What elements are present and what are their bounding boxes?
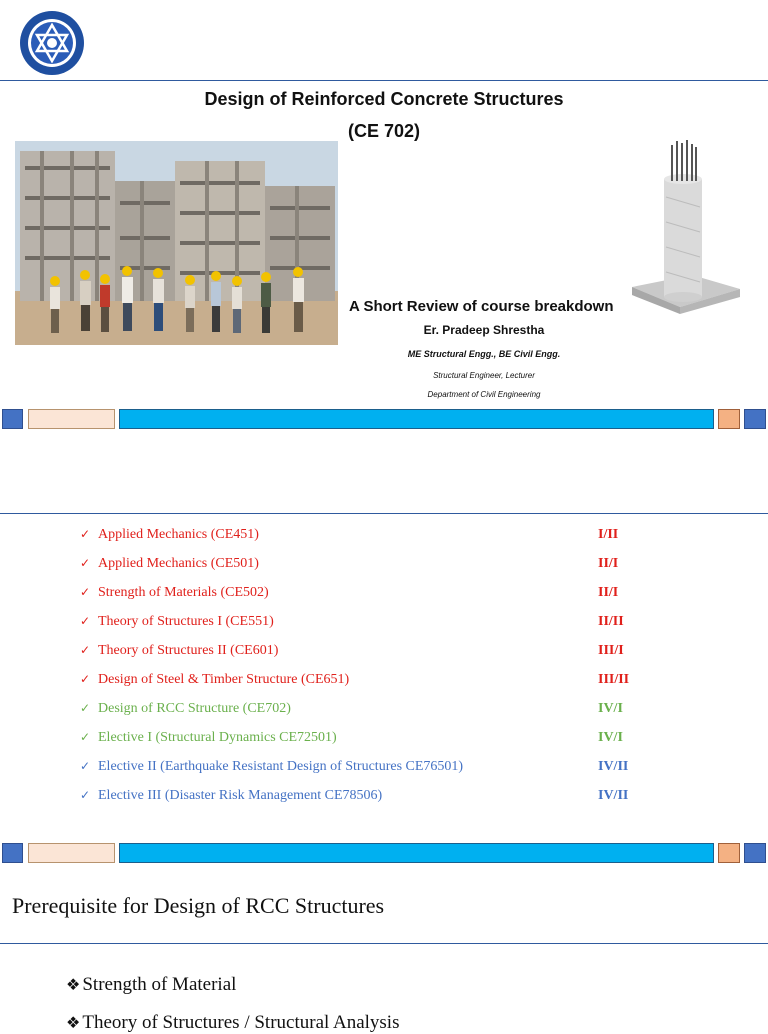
diamond-bullet-icon: ❖ bbox=[66, 975, 81, 994]
checkmark-icon: ✓ bbox=[80, 585, 91, 599]
course-name: Elective III (Disaster Risk Management CE78506) bbox=[98, 788, 383, 803]
course-row bbox=[80, 585, 740, 605]
slide-divider-bar bbox=[0, 841, 768, 865]
course-row bbox=[80, 556, 740, 576]
prerequisite-item: ❖ Strength of Material bbox=[66, 974, 237, 995]
course-name: Design of Steel & Timber Structure (CE651) bbox=[98, 672, 350, 687]
course-semester: IV/II bbox=[598, 759, 629, 774]
review-title: A Short Review of course breakdown bbox=[349, 298, 614, 315]
course-semester: IV/I bbox=[598, 701, 623, 716]
course-semester: III/II bbox=[598, 672, 630, 687]
divider-block bbox=[2, 409, 23, 429]
course-title: Design of Reinforced Concrete Structures bbox=[204, 89, 564, 109]
slide-rule bbox=[0, 513, 768, 514]
course-semester: II/II bbox=[598, 614, 624, 629]
checkmark-icon: ✓ bbox=[80, 730, 91, 744]
checkmark-icon: ✓ bbox=[80, 556, 91, 570]
course-code: (CE 702) bbox=[347, 121, 421, 141]
college-logo bbox=[19, 10, 85, 76]
slide-rule bbox=[0, 943, 768, 944]
checkmark-icon: ✓ bbox=[80, 759, 91, 773]
course-semester: II/I bbox=[598, 585, 619, 600]
course-name: Strength of Materials (CE502) bbox=[98, 585, 269, 600]
course-semester: III/I bbox=[598, 643, 624, 658]
course-name: Applied Mechanics (CE451) bbox=[98, 527, 259, 542]
course-row bbox=[80, 701, 740, 721]
course-name: Elective I (Structural Dynamics CE72501) bbox=[98, 730, 337, 745]
checkmark-icon: ✓ bbox=[80, 527, 91, 541]
course-semester: IV/II bbox=[598, 788, 629, 803]
divider-block bbox=[744, 409, 766, 429]
author-name: Er. Pradeep Shrestha bbox=[423, 323, 545, 337]
course-name: Applied Mechanics (CE501) bbox=[98, 556, 259, 571]
diamond-bullet-icon: ❖ bbox=[66, 1013, 81, 1032]
course-row bbox=[80, 788, 740, 808]
divider-block bbox=[718, 843, 740, 863]
author-department: Department of Civil Engineering bbox=[427, 390, 541, 399]
course-name: Theory of Structures II (CE601) bbox=[98, 643, 279, 658]
divider-block bbox=[28, 843, 115, 863]
checkmark-icon: ✓ bbox=[80, 643, 91, 657]
header-rule bbox=[0, 80, 768, 81]
course-row bbox=[80, 730, 740, 750]
course-name: Elective II (Earthquake Resistant Design of Structures CE76501) bbox=[98, 759, 464, 774]
author-qualification: ME Structural Engg., BE Civil Engg. bbox=[407, 349, 561, 359]
checkmark-icon: ✓ bbox=[80, 614, 91, 628]
course-semester: IV/I bbox=[598, 730, 623, 745]
course-name: Theory of Structures I (CE551) bbox=[98, 614, 274, 629]
prerequisite-item: ❖ Theory of Structures / Structural Analysis bbox=[66, 1012, 400, 1033]
slide-gap bbox=[0, 431, 768, 511]
divider-block bbox=[718, 409, 740, 429]
divider-block bbox=[744, 843, 766, 863]
prerequisite-title: Prerequisite for Design of RCC Structures bbox=[12, 893, 385, 918]
divider-block bbox=[119, 843, 714, 863]
divider-block bbox=[119, 409, 714, 429]
checkmark-icon: ✓ bbox=[80, 701, 91, 715]
course-semester: II/I bbox=[598, 556, 619, 571]
course-row bbox=[80, 614, 740, 634]
checkmark-icon: ✓ bbox=[80, 788, 91, 802]
course-semester: I/II bbox=[598, 527, 619, 542]
construction-site-photo bbox=[15, 141, 338, 345]
divider-block bbox=[2, 843, 23, 863]
course-row bbox=[80, 672, 740, 692]
rcc-column-illustration bbox=[622, 137, 750, 315]
course-row bbox=[80, 527, 740, 547]
course-name: Design of RCC Structure (CE702) bbox=[98, 701, 291, 716]
divider-block bbox=[28, 409, 115, 429]
slide-divider-bar bbox=[0, 407, 768, 431]
course-row bbox=[80, 759, 740, 779]
author-role: Structural Engineer, Lecturer bbox=[433, 371, 535, 380]
course-row bbox=[80, 643, 740, 663]
checkmark-icon: ✓ bbox=[80, 672, 91, 686]
